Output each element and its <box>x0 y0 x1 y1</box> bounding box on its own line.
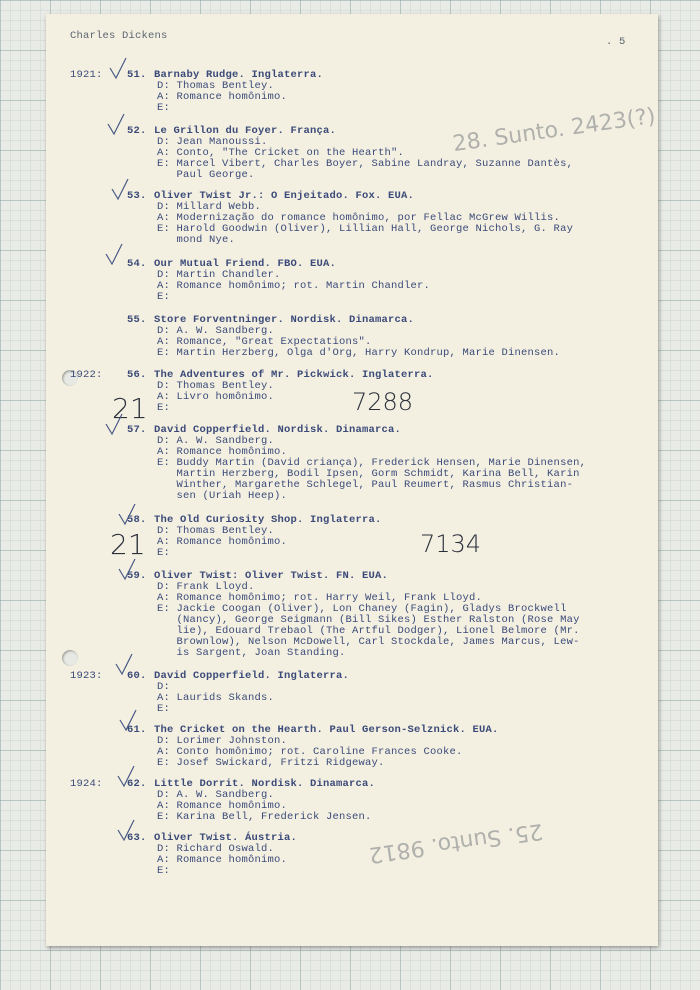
ink-note: 21 <box>110 528 146 561</box>
checkmark-icon <box>119 504 135 524</box>
entry-line: E: Buddy Martin (David criança), Frederick Hensen, Marie Dinensen, <box>157 457 587 469</box>
entry-line: mond Nye. <box>157 234 236 246</box>
entry-number: 57. <box>127 424 147 436</box>
entry-number: 58. <box>127 514 147 526</box>
entry-line: A: Conto homônimo; rot. Caroline Frances Cooke. <box>157 746 463 758</box>
entry-line: E: <box>157 402 171 414</box>
entry-line: D: Richard Oswald. <box>157 843 275 855</box>
page-number: . 5 <box>606 36 626 48</box>
entry-year: 1924: <box>70 778 103 790</box>
entry-line: A: Romance homônimo; rot. Harry Weil, Frank Lloyd. <box>157 592 483 604</box>
entry-line: is Sargent, Joan Standing. <box>157 647 346 659</box>
entry-line: E: <box>157 291 171 303</box>
entry-year: 1923: <box>70 670 103 682</box>
entry-line: E: Marcel Vibert, Charles Boyer, Sabine Landray, Suzanne Dantès, <box>157 158 574 170</box>
entry-line: D: Thomas Bentley. <box>157 525 275 537</box>
entry-line: A: Romance homônimo. <box>157 446 288 458</box>
checkmark-icon <box>116 654 132 674</box>
entry-number: 51. <box>127 69 147 81</box>
entry-number: 62. <box>127 778 147 790</box>
entry-line: D: A. W. Sandberg. <box>157 789 275 801</box>
entry-title: Our Mutual Friend. FBO. EUA. <box>154 258 337 270</box>
checkmark-icon <box>110 58 126 78</box>
entry-number: 54. <box>127 258 147 270</box>
entry-line: D: Millard Webb. <box>157 201 262 213</box>
entry-title: Oliver Twist. Áustria. <box>154 832 298 844</box>
entry-title: David Copperfield. Nordisk. Dinamarca. <box>154 424 402 436</box>
entry-title: The Cricket on the Hearth. Paul Gerson-Selznick. EUA. <box>154 724 499 736</box>
pencil-note: 28. Sunto. 2423(?) <box>451 103 658 158</box>
entry-line: E: <box>157 865 171 877</box>
entry-year: 1921: <box>70 69 103 81</box>
ink-note: 7288 <box>352 388 414 416</box>
entry-line: D: Martin Chandler. <box>157 269 281 281</box>
entry-line: D: Thomas Bentley. <box>157 380 275 392</box>
entry-title: Oliver Twist: Oliver Twist. FN. EUA. <box>154 570 389 582</box>
entry-line: sen (Uriah Heep). <box>157 490 288 502</box>
entry-line: A: Romance homônimo; rot. Martin Chandler. <box>157 280 431 292</box>
checkmark-icon <box>106 244 122 264</box>
checkmark-icon <box>120 710 136 730</box>
checkmark-icon <box>119 559 135 579</box>
entry-line: lie), Edouard Trebaol (The Artful Dodger), Lionel Belmore (Mr. <box>157 625 580 637</box>
entry-line: D: Lorimer Johnston. <box>157 735 288 747</box>
entry-line: D: Frank Lloyd. <box>157 581 255 593</box>
entry-number: 59. <box>127 570 147 582</box>
entry-line: Brownlow), Nelson McDowell, Carl Stockdale, James Marcus, Lew- <box>157 636 580 648</box>
entry-line: D: <box>157 681 171 693</box>
entry-title: Le Grillon du Foyer. França. <box>154 125 337 137</box>
entry-number: 53. <box>127 190 147 202</box>
entry-line: A: Modernização do romance homônimo, por Fellac McGrew Willis. <box>157 212 561 224</box>
entry-line: D: Jean Manoussi. <box>157 136 268 148</box>
entry-title: Barnaby Rudge. Inglaterra. <box>154 69 324 81</box>
entry-line: E: <box>157 102 171 114</box>
entry-line: Winther, Margarethe Schlegel, Paul Reumert, Rasmus Christian- <box>157 479 574 491</box>
entry-line: Paul George. <box>157 169 255 181</box>
entry-number: 60. <box>127 670 147 682</box>
entry-line: E: Harold Goodwin (Oliver), Lillian Hall, George Nichols, G. Ray <box>157 223 574 235</box>
entry-line: (Nancy), George Seigmann (Bill Sikes) Esther Ralston (Rose May <box>157 614 580 626</box>
entry-line: A: Conto, "The Cricket on the Hearth". <box>157 147 405 159</box>
entry-line: Martin Herzberg, Bodil Ipsen, Gorm Schmidt, Karina Bell, Karin <box>157 468 580 480</box>
entry-line: A: Livro homônimo. <box>157 391 275 403</box>
entry-line: D: Thomas Bentley. <box>157 80 275 92</box>
entry-line: E: Martin Herzberg, Olga d'Org, Harry Kondrup, Marie Dinensen. <box>157 347 561 359</box>
entry-line: A: Romance homônimo. <box>157 854 288 866</box>
entry-number: 52. <box>127 125 147 137</box>
ink-note: 21 <box>112 392 148 425</box>
entry-line: D: A. W. Sandberg. <box>157 325 275 337</box>
entry-title: David Copperfield. Inglaterra. <box>154 670 350 682</box>
entry-number: 55. <box>127 314 147 326</box>
entry-number: 61. <box>127 724 147 736</box>
entry-line: E: Karina Bell, Frederick Jensen. <box>157 811 372 823</box>
checkmark-icon <box>118 766 134 786</box>
entry-title: The Old Curiosity Shop. Inglaterra. <box>154 514 382 526</box>
checkmark-icon <box>108 114 124 134</box>
entry-line: D: A. W. Sandberg. <box>157 435 275 447</box>
entry-year: 1922: <box>70 369 103 381</box>
entry-number: 63. <box>127 832 147 844</box>
entry-line: E: Josef Swickard, Fritzi Ridgeway. <box>157 757 385 769</box>
entry-line: A: Romance homônimo. <box>157 800 288 812</box>
checkmark-icon <box>118 820 134 840</box>
entry-title: Store Forventninger. Nordisk. Dinamarca. <box>154 314 415 326</box>
entry-line: E: <box>157 703 171 715</box>
entry-line: A: Romance, "Great Expectations". <box>157 336 372 348</box>
checkmark-icon <box>106 414 122 434</box>
checkmark-icon <box>112 179 128 199</box>
entry-title: The Adventures of Mr. Pickwick. Inglaterra. <box>154 369 434 381</box>
entry-line: A: Laurids Skands. <box>157 692 275 704</box>
entry-line: E: Jackie Coogan (Oliver), Lon Chaney (Fagin), Gladys Brockwell <box>157 603 567 615</box>
entry-title: Oliver Twist Jr.: O Enjeitado. Fox. EUA. <box>154 190 415 202</box>
entry-line: A: Romance homônimo. <box>157 91 288 103</box>
author-header: Charles Dickens <box>70 30 168 42</box>
entry-line: E: <box>157 547 171 559</box>
pencil-note: 25. Sunto. 9812 <box>367 817 545 868</box>
entry-title: Little Dorrit. Nordisk. Dinamarca. <box>154 778 376 790</box>
ink-note: 7134 <box>420 530 482 558</box>
entry-number: 56. <box>127 369 147 381</box>
entry-line: A: Romance homônimo. <box>157 536 288 548</box>
